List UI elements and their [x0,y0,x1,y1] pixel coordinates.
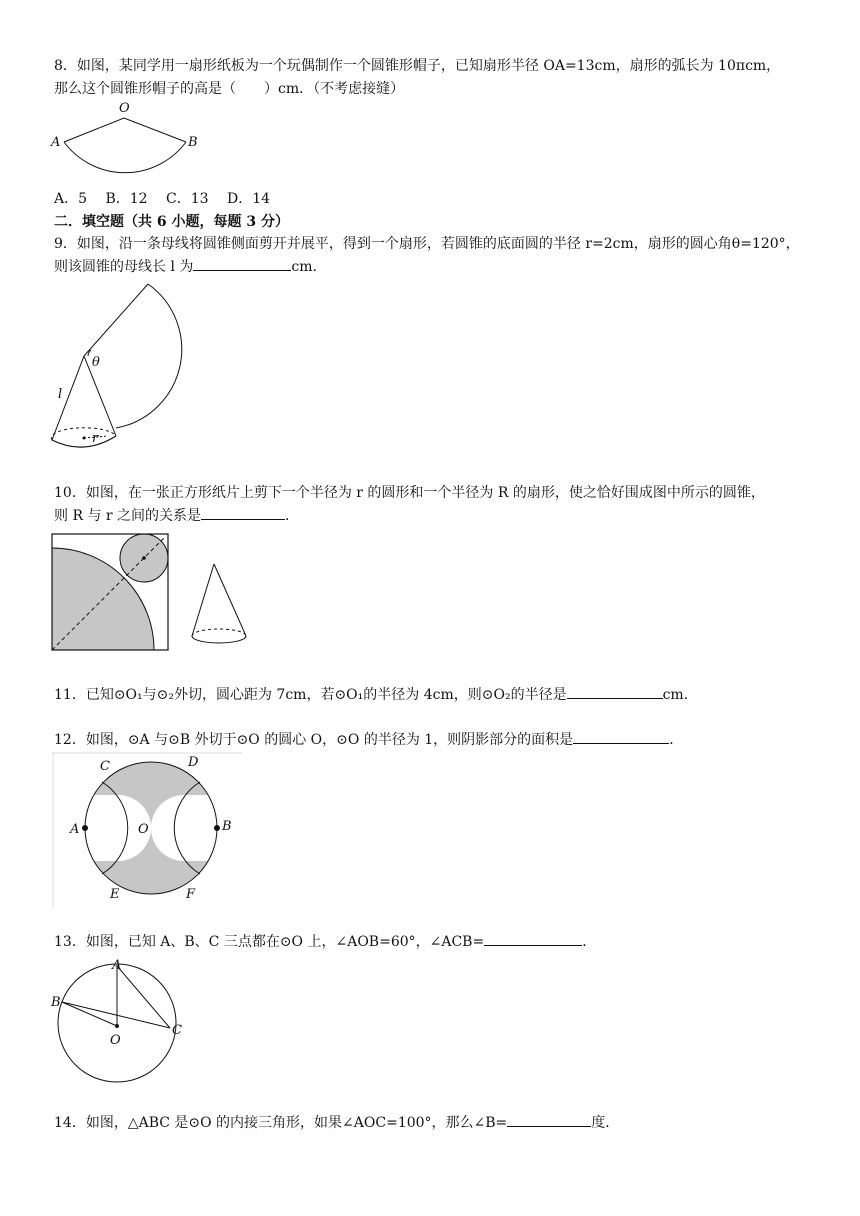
q8-sector-figure [50,98,210,188]
q13-post: ． [582,934,597,950]
q13-circle-figure [50,956,190,1086]
q10-line1: 10．如图，在一张正方形纸片上剪下一个半径为 r 的圆形和一个半径为 R 的扇形，使之恰好围成图中所示的圆锥， [54,485,765,501]
q8-option-b: B．12 [105,191,148,207]
q11-post: cm． [662,687,698,703]
q8-label-a: A [51,135,61,150]
q8-label-o: O [119,101,130,116]
q12-label-e: E [110,887,120,902]
q13-label-c: C [172,1023,182,1038]
q12-pre: 12．如图，⊙A 与⊙B 外切于⊙O 的圆心 O，⊙O 的半径为 1，则阴影部分的面积是 [54,732,574,748]
q12-circles-figure [52,752,242,910]
q9-line2-pre: 则该圆锥的母线长 l 为 [54,259,194,275]
q9-answer-blank[interactable] [193,256,291,271]
q9-line1: 9．如图，沿一条母线将圆锥侧面剪开并展平，得到一个扇形，若圆锥的底面圆的半径 r=2cm，扇形的圆心角θ=120°， [54,236,800,252]
question-8 [54,55,824,101]
q8-label-b: B [188,135,198,150]
q10-line2-post: ． [285,508,300,524]
q13-label-o: O [110,1033,121,1048]
q8-option-a: A．5 [54,191,88,207]
q14-pre: 14．如图，△ABC 是⊙O 的内接三角形，如果∠AOC=100°，那么∠B= [54,1115,508,1131]
q10-line2-pre: 则 R 与 r 之间的关系是 [54,508,202,524]
q8-line1: 8．如图，某同学用一扇形纸板为一个玩偶制作一个圆锥形帽子，已知扇形半径 OA=13cm，扇形的弧长为 10πcm， [54,58,781,74]
q10-answer-blank[interactable] [201,505,285,520]
q12-label-d: D [188,755,199,770]
q12-label-c: C [100,759,110,774]
question-13 [54,931,824,954]
q12-post: ． [669,732,684,748]
q9-label-theta: θ [92,355,100,370]
q9-line2-post: cm． [291,259,327,275]
q9-label-l: l [58,387,63,402]
question-14 [54,1112,824,1135]
q8-option-d: D．14 [227,191,271,207]
question-11 [54,684,824,707]
question-9 [54,233,824,279]
q12-answer-blank[interactable] [573,729,669,744]
q12-label-a: A [70,822,80,837]
q11-answer-blank[interactable] [567,684,663,699]
q13-label-b: B [51,995,61,1010]
q9-label-r: r [92,431,99,446]
q14-post: 度． [591,1115,620,1131]
q13-label-a: A [112,958,122,973]
q13-answer-blank[interactable] [484,931,582,946]
question-10 [54,482,824,528]
q14-answer-blank[interactable] [507,1112,591,1127]
q12-label-o: O [138,822,149,837]
q9-cone-net-figure [48,280,188,460]
question-12 [54,729,824,752]
q13-pre: 13．如图，已知 A、B、C 三点都在⊙O 上，∠AOB=60°，∠ACB= [54,934,485,950]
q10-square-paper-figure [50,532,175,657]
q12-label-f: F [186,887,196,902]
q12-label-b: B [222,819,232,834]
q8-option-c: C．13 [166,191,209,207]
q10-cone-figure [186,560,256,652]
q11-pre: 11．已知⊙O₁与⊙₂外切，圆心距为 7cm，若⊙O₁的半径为 4cm，则⊙O₂的半径是 [54,687,567,703]
q8-line2: 那么这个圆锥形帽子的高是（ ）cm．（不考虑接缝） [54,81,405,97]
section-fill-in-title: 二．填空题（共 6 小题，每题 3 分） [54,214,289,230]
q8-options [54,188,284,208]
